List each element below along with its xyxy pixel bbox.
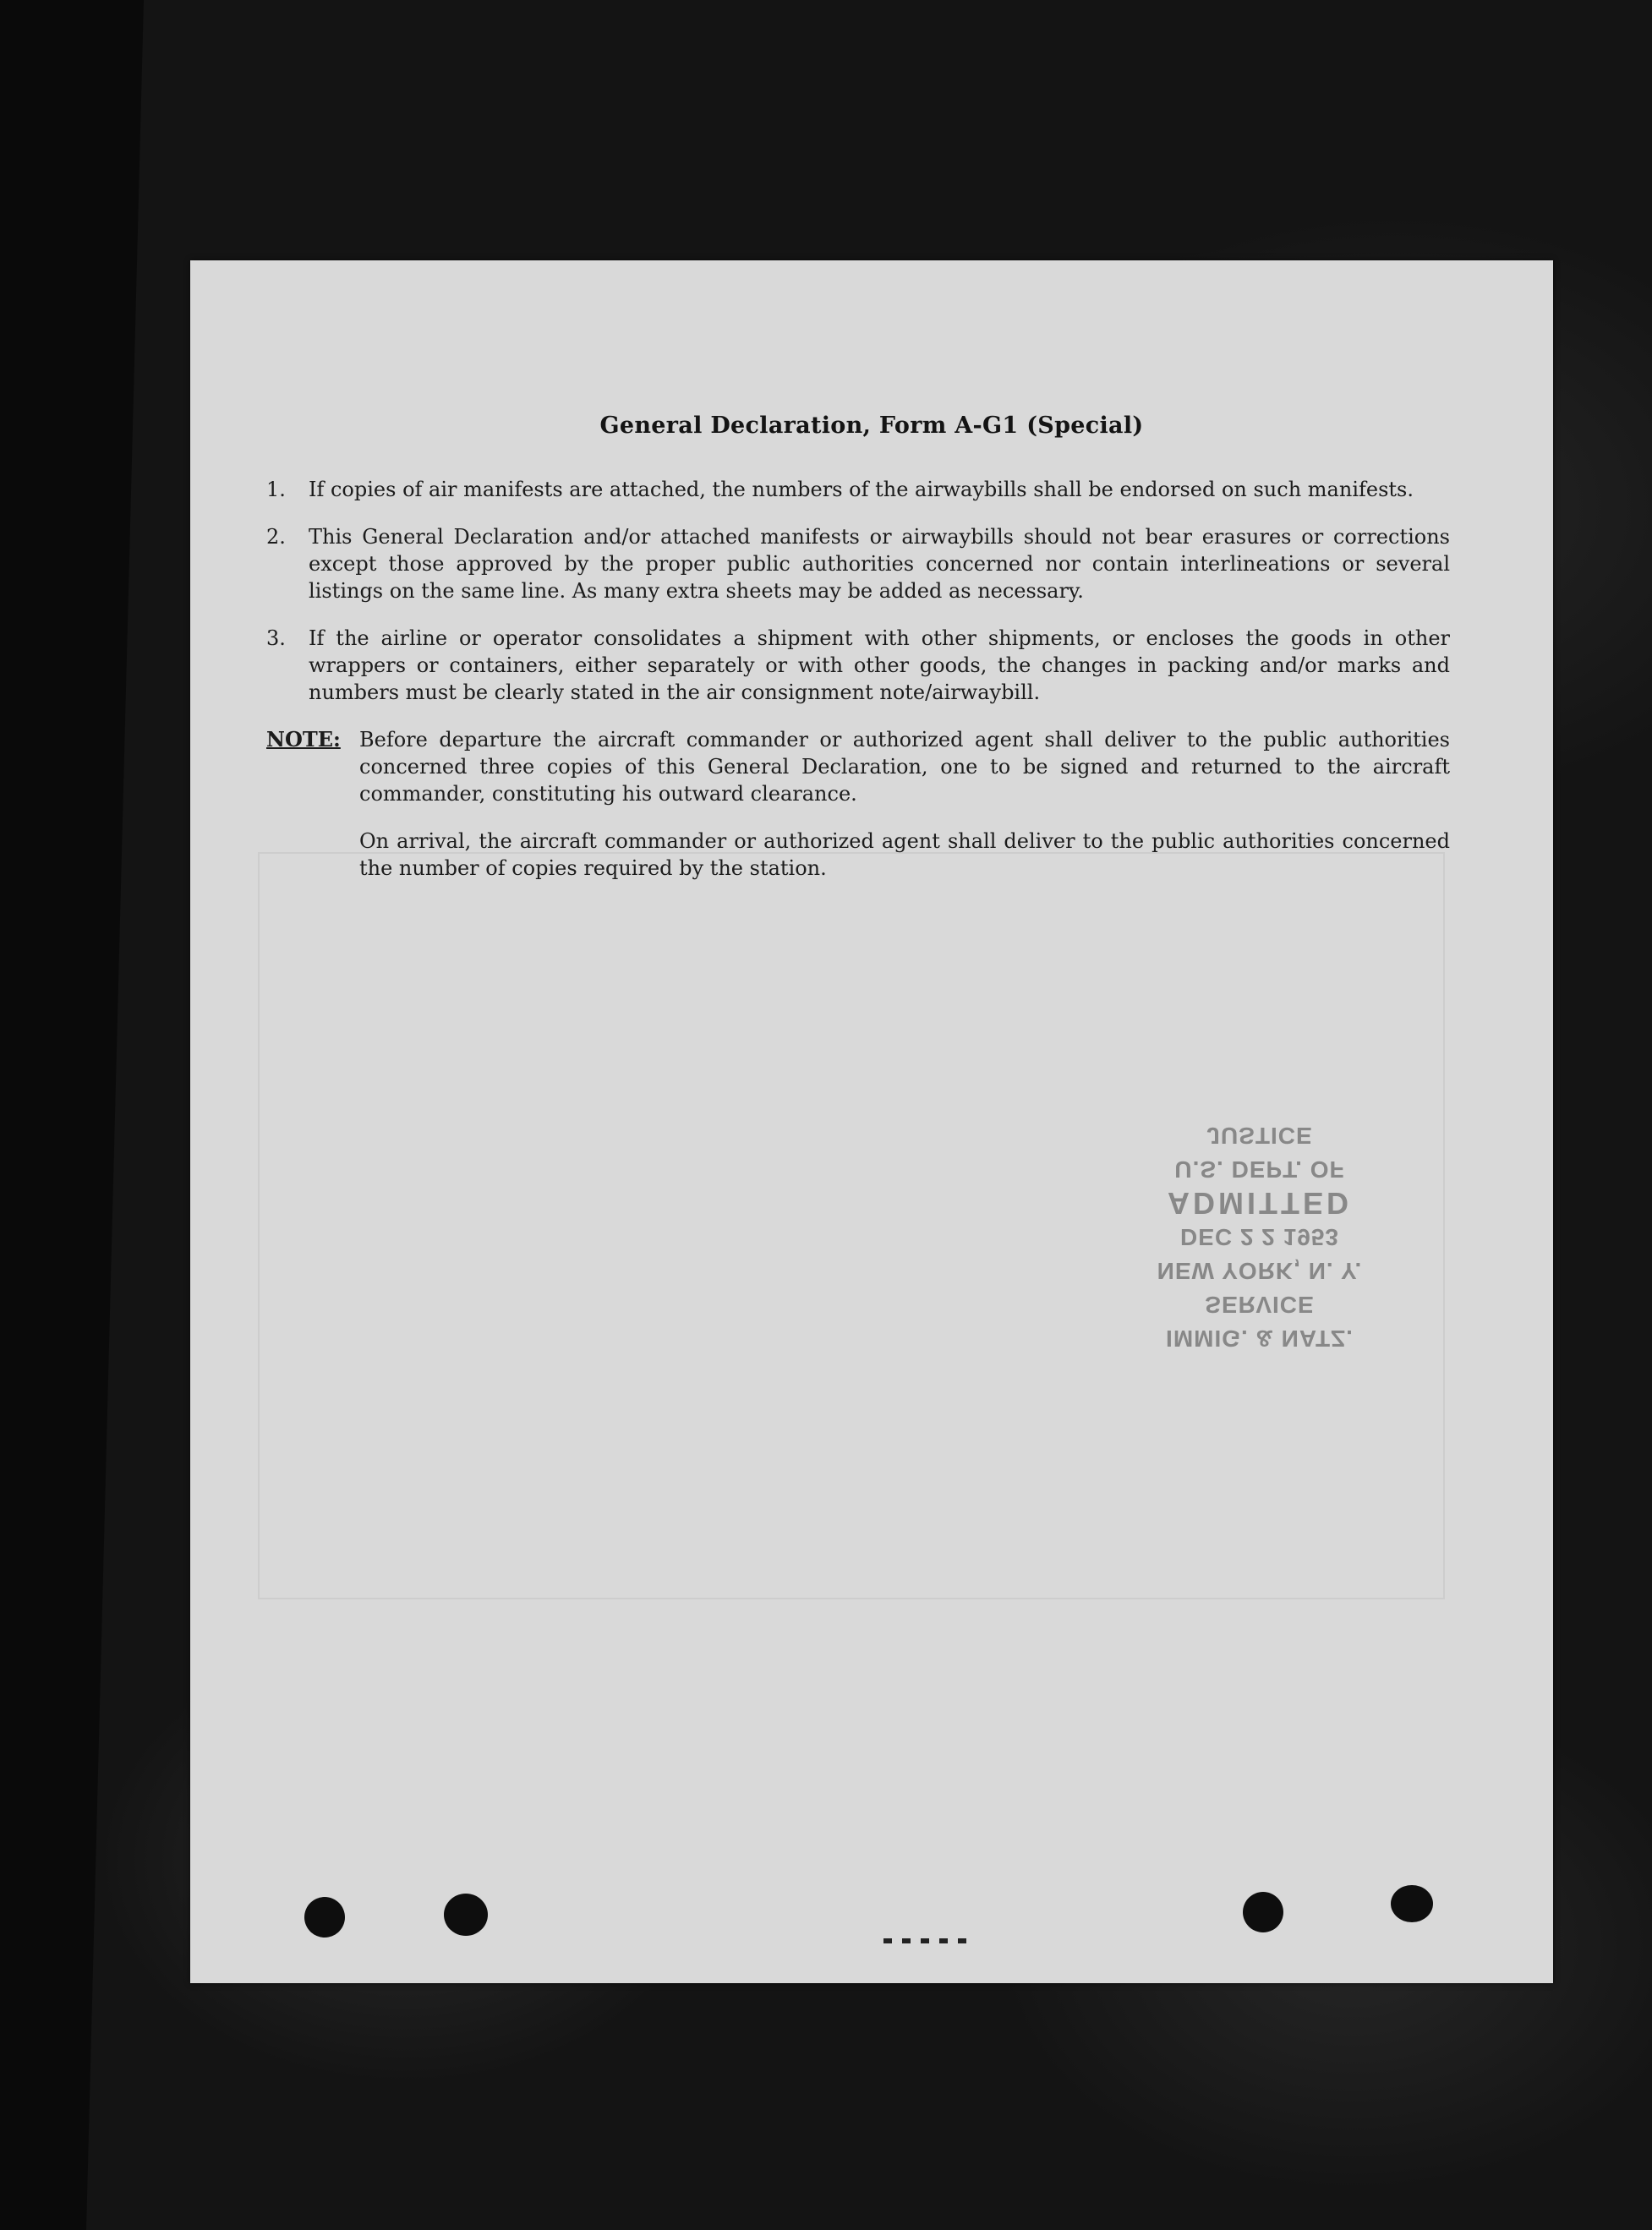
stamp-line: NEW YORK, N. Y. [1157,1258,1363,1284]
note-label: NOTE: [266,727,341,752]
item-number: 3. [266,626,286,650]
punch-hole [304,1897,345,1938]
item-text: If the airline or operator consolidates a shipment with other shipments, or encloses the goods in other wrappers or containers, either separately or with other goods, the changes in packing and/or marks and numbers must be clearly stated in the air consignment note/airwaybill. [309,626,1450,704]
note-paragraph: Before departure the aircraft commander or authorized agent shall deliver to the public authorities concerned three copies of this General Declaration, one to be signed and returned to the aircraft commander, constituting his outward clearance. [359,728,1450,806]
punch-hole [1243,1892,1283,1932]
punch-hole [444,1894,488,1936]
immigration-stamp [1120,1118,1399,1355]
punch-hole [1391,1885,1433,1922]
stamp-line: DEC 2 2 1953 [1180,1224,1339,1250]
instruction-item [266,523,1450,604]
instruction-item [266,625,1450,706]
note-section [266,726,1450,902]
scan-mark [883,1938,968,1943]
document-title: General Declaration, Form A-G1 (Special) [599,413,1144,439]
note-paragraph: On arrival, the aircraft commander or authorized agent shall deliver to the public authorities concerned the number of copies required by the station. [359,829,1450,880]
stamp-line: U.S. DEPT. OF JUSTICE [1174,1123,1345,1183]
stamp-line: IMMIG. & NATZ. SERVICE [1166,1292,1354,1352]
item-number: 2. [266,525,286,549]
document-sheet [190,260,1553,1983]
item-text: This General Declaration and/or attached manifests or airwaybills should not bear erasures or corrections except those approved by the proper public authorities concerned nor contain interlineations or several listings on the same line. As many extra sheets may be added as necessary. [309,525,1450,603]
instruction-item [266,476,1450,503]
stamp-line: ADMITTED [1168,1186,1352,1221]
item-number: 1. [266,478,286,501]
item-text: If copies of air manifests are attached, the numbers of the airwaybills shall be endorsed on such manifests. [309,478,1414,501]
instruction-list [266,476,1450,902]
note-body [359,726,1450,902]
